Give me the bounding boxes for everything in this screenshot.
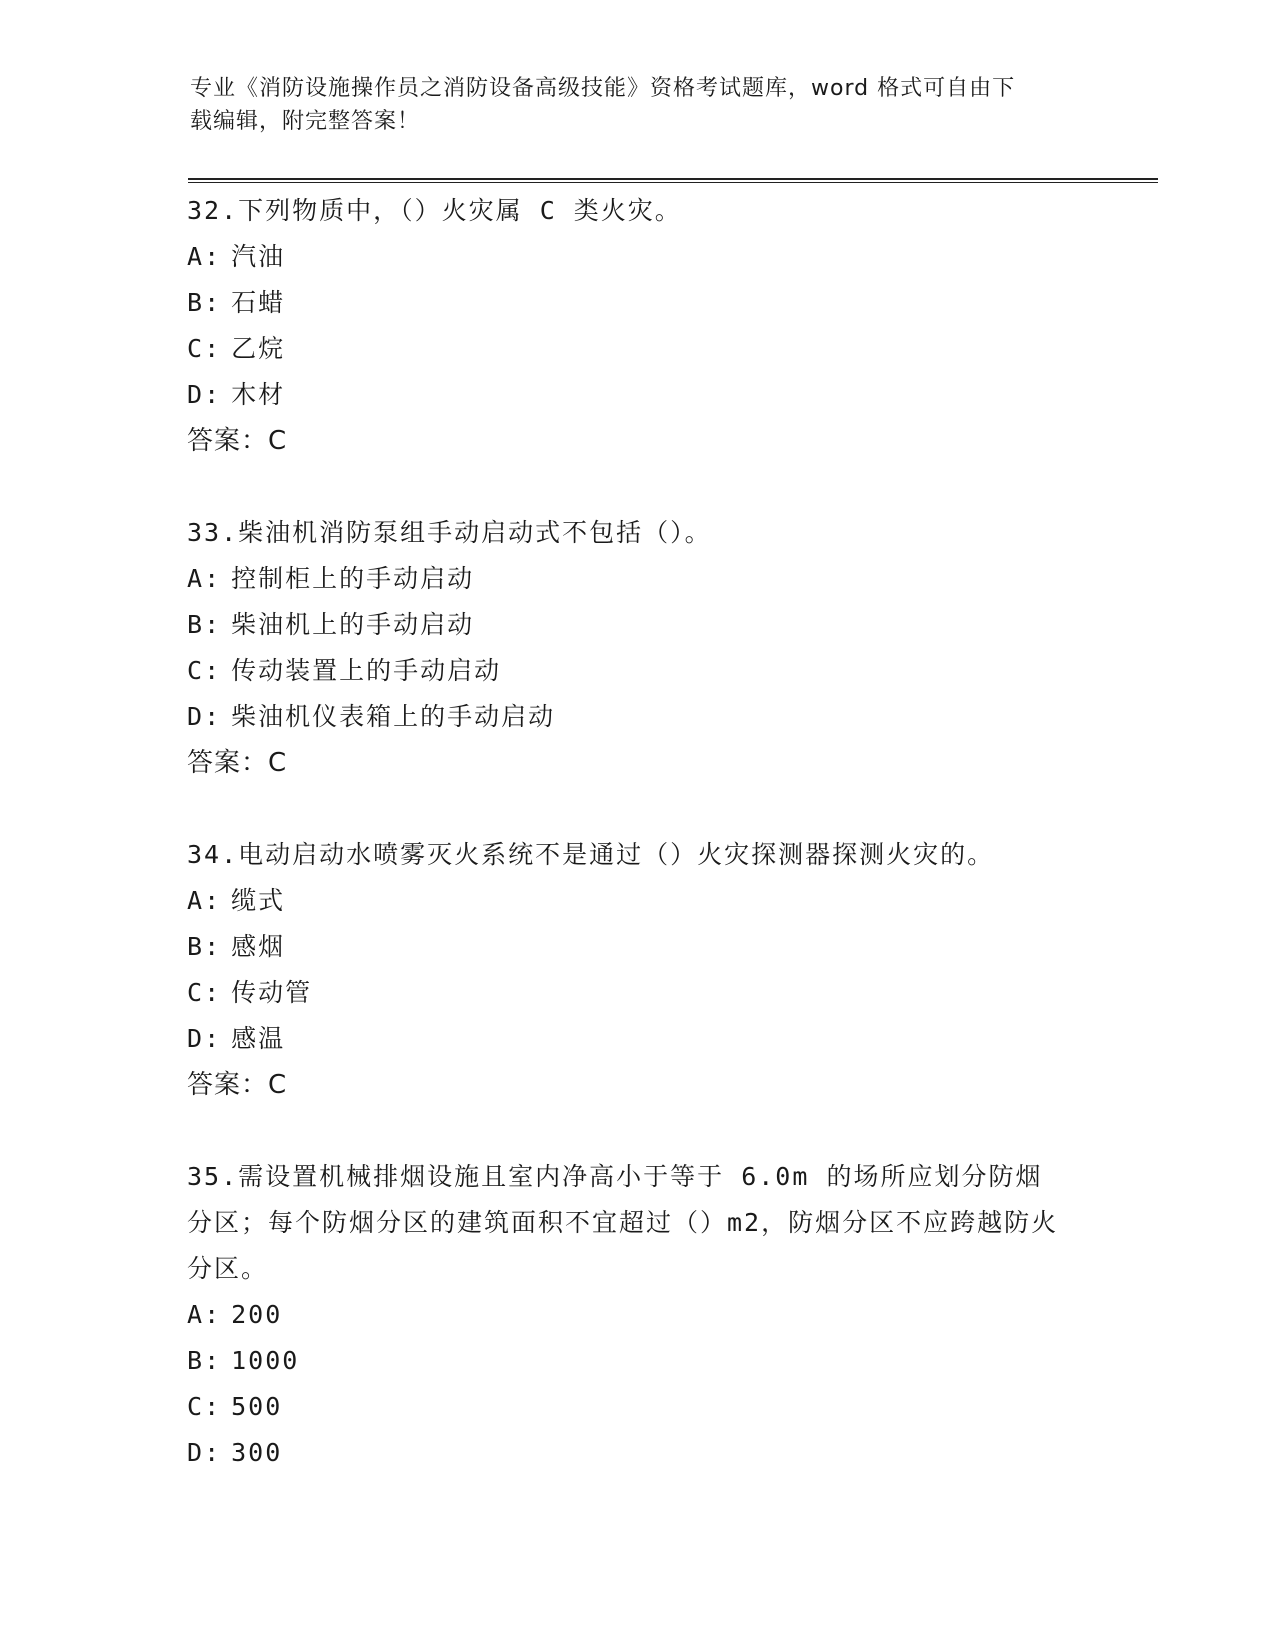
option-b	[187, 602, 1067, 648]
question-text: 33.柴油机消防泵组手动启动式不包括（）。	[187, 518, 712, 547]
option-separator: :	[204, 932, 222, 961]
header-line-1: 专业《消防设施操作员之消防设备高级技能》资格考试题库，word 格式可自由下	[190, 76, 1016, 101]
question-35	[187, 1154, 1067, 1476]
option-text: 传动装置上的手动启动	[231, 656, 502, 685]
option-text: 300	[231, 1438, 283, 1467]
option-separator: :	[204, 978, 222, 1007]
question-text: 34.电动启动水喷雾灭火系统不是通过（）火灾探测器探测火灾的。	[187, 840, 995, 869]
option-letter: A	[187, 886, 205, 915]
option-text: 乙烷	[231, 334, 286, 363]
option-letter: B	[187, 288, 205, 317]
option-text: 缆式	[231, 886, 286, 915]
option-text: 汽油	[231, 242, 286, 271]
option-separator: :	[204, 610, 222, 639]
option-separator: :	[204, 1392, 222, 1421]
option-letter: A	[187, 242, 205, 271]
option-letter: B	[187, 932, 205, 961]
header-line-2: 载编辑，附完整答案！	[190, 109, 421, 134]
option-letter: D	[187, 380, 205, 409]
option-separator: :	[204, 702, 222, 731]
question-33	[187, 510, 1067, 786]
option-d	[187, 1016, 1067, 1062]
option-separator: :	[204, 886, 222, 915]
option-d	[187, 694, 1067, 740]
option-text: 1000	[231, 1346, 300, 1375]
option-letter: C	[187, 978, 205, 1007]
document-header	[190, 72, 1070, 138]
option-letter: C	[187, 334, 205, 363]
answer-line: 答案：C	[187, 1070, 288, 1100]
option-text: 200	[231, 1300, 283, 1329]
question-text: 32.下列物质中，（）火灾属 C 类火灾。	[187, 196, 682, 225]
option-text: 柴油机上的手动启动	[231, 610, 475, 639]
option-letter: C	[187, 656, 205, 685]
option-text: 500	[231, 1392, 283, 1421]
option-separator: :	[204, 334, 222, 363]
option-separator: :	[204, 564, 222, 593]
answer-line: 答案：C	[187, 748, 288, 778]
option-letter: B	[187, 1346, 205, 1375]
option-separator: :	[204, 1024, 222, 1053]
question-32	[187, 188, 1067, 464]
option-separator: :	[204, 1438, 222, 1467]
option-a	[187, 878, 1067, 924]
option-d	[187, 1430, 1067, 1476]
option-letter: D	[187, 1024, 205, 1053]
option-c	[187, 1384, 1067, 1430]
option-separator: :	[204, 380, 222, 409]
header-divider	[188, 178, 1158, 183]
option-c	[187, 326, 1067, 372]
option-a	[187, 556, 1067, 602]
option-text: 传动管	[231, 978, 313, 1007]
option-separator: :	[204, 288, 222, 317]
option-letter: A	[187, 564, 205, 593]
question-text: 35.需设置机械排烟设施且室内净高小于等于 6.0m 的场所应划分防烟分区；每个防烟分区的建筑面积不宜超过（）m2，防烟分区不应跨越防火分区。	[187, 1162, 1059, 1283]
option-text: 感温	[231, 1024, 286, 1053]
option-separator: :	[204, 242, 222, 271]
option-c	[187, 970, 1067, 1016]
option-separator: :	[204, 1300, 222, 1329]
option-text: 木材	[231, 380, 286, 409]
option-a	[187, 234, 1067, 280]
option-b	[187, 924, 1067, 970]
option-letter: B	[187, 610, 205, 639]
option-letter: A	[187, 1300, 205, 1329]
question-34	[187, 832, 1067, 1108]
option-separator: :	[204, 1346, 222, 1375]
option-c	[187, 648, 1067, 694]
question-list	[187, 188, 1067, 1522]
option-separator: :	[204, 656, 222, 685]
option-text: 柴油机仪表箱上的手动启动	[231, 702, 556, 731]
option-d	[187, 372, 1067, 418]
option-text: 控制柜上的手动启动	[231, 564, 475, 593]
option-b	[187, 280, 1067, 326]
option-letter: D	[187, 702, 205, 731]
option-text: 感烟	[231, 932, 286, 961]
answer-line: 答案：C	[187, 426, 288, 456]
option-letter: C	[187, 1392, 205, 1421]
option-letter: D	[187, 1438, 205, 1467]
option-b	[187, 1338, 1067, 1384]
option-a	[187, 1292, 1067, 1338]
option-text: 石蜡	[231, 288, 286, 317]
